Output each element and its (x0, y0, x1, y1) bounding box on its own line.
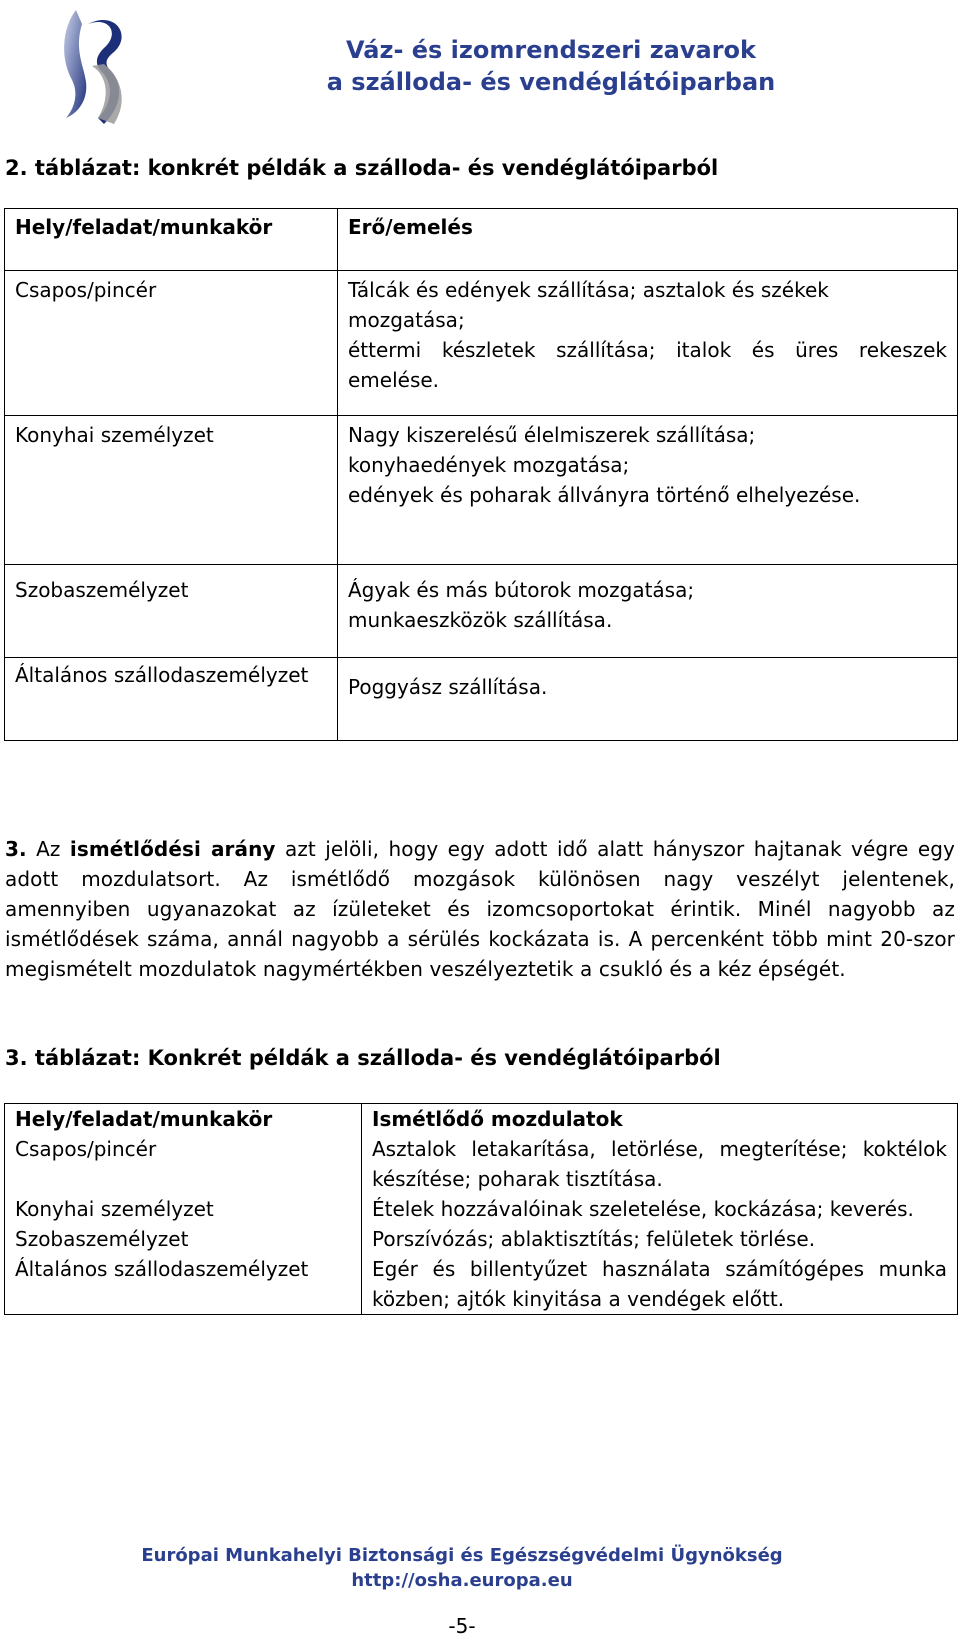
role-cell: Konyhai személyzet (5, 1194, 362, 1224)
description-cell: Egér és billentyűzet használata számítógépes munka közben; ajtók kinyitása a vendégek előtt. (362, 1254, 958, 1315)
paragraph-term: ismétlődési arány (69, 837, 276, 861)
page-number: -5- (448, 1614, 476, 1638)
paragraph-repetition-rate: 3. Az ismétlődési arány azt jelöli, hogy egy adott idő alatt hányszor hajtanak végre egy adott mozdulatsort. Az ismétlődő mozgások különösen nagy veszélyt jelentenek, amennyiben ugyanazokat az ízületeket és izomcsoportokat érintik. Minél nagyobb az ismétlődések száma, annál nagyobb a sérülés kockázata is. A percenként több mint 20-szor megismételt mozdulatok nagymértékben veszélyeztetik a csukló és a kéz épségét. (5, 837, 955, 981)
table-row (5, 658, 958, 741)
header-line-2: a szálloda- és vendéglátóiparban (326, 68, 776, 96)
table-header-row (5, 209, 958, 271)
agency-logo-icon (58, 6, 138, 126)
role-cell: Általános szállodaszemélyzet (5, 658, 338, 741)
description-cell: Asztalok letakarítása, letörlése, megterítése; koktélok készítése; poharak tisztítása. (362, 1134, 958, 1194)
description-cell: Tálcák és edények szállítása; asztalok és székek mozgatása; éttermi készletek szállítása; italok és üres rekeszek emelése. (338, 271, 958, 416)
role-cell: Csapos/pincér (5, 271, 338, 416)
document-header (240, 34, 862, 98)
table-row (5, 565, 958, 658)
table-row (5, 1194, 958, 1224)
table-2 (4, 208, 958, 741)
role-cell: Szobaszemélyzet (5, 565, 338, 658)
footer-url[interactable]: http://osha.europa.eu (351, 1570, 573, 1591)
table-header-row (5, 1104, 958, 1135)
header-line-1: Váz- és izomrendszeri zavarok (346, 36, 756, 64)
table-row (5, 271, 958, 416)
table-row (5, 1224, 958, 1254)
table-row (5, 416, 958, 565)
role-cell: Csapos/pincér (5, 1134, 362, 1194)
table-row (5, 1254, 958, 1315)
column-header-role: Hely/feladat/munkakör (5, 1104, 362, 1135)
description-cell: Nagy kiszerelésű élelmiszerek szállítása; konyhaedények mozgatása; edények és poharak állványra történő elhelyezése. (338, 416, 958, 565)
table-2-title: 2. táblázat: konkrét példák a szálloda- és vendéglátóiparból (5, 156, 719, 180)
role-cell: Konyhai személyzet (5, 416, 338, 565)
column-header-role: Hely/feladat/munkakör (5, 209, 338, 271)
footer-agency: Európai Munkahelyi Biztonsági és Egészségvédelmi Ügynökség (141, 1545, 783, 1566)
table-3-title: 3. táblázat: Konkrét példák a szálloda- és vendéglátóiparból (5, 1046, 721, 1070)
description-cell: Poggyász szállítása. (338, 658, 958, 741)
description-cell: Ételek hozzávalóinak szeletelése, kockázása; keverés. (362, 1194, 958, 1224)
column-header-force: Erő/emelés (338, 209, 958, 271)
description-cell: Porszívózás; ablaktisztítás; felületek törlése. (362, 1224, 958, 1254)
role-cell: Általános szállodaszemélyzet (5, 1254, 362, 1315)
table-row (5, 1134, 958, 1194)
description-cell: Ágyak és más bútorok mozgatása; munkaeszközök szállítása. (338, 565, 958, 658)
role-cell: Szobaszemélyzet (5, 1224, 362, 1254)
column-header-repetitive-movements: Ismétlődő mozdulatok (362, 1104, 958, 1135)
table-3 (4, 1103, 958, 1315)
